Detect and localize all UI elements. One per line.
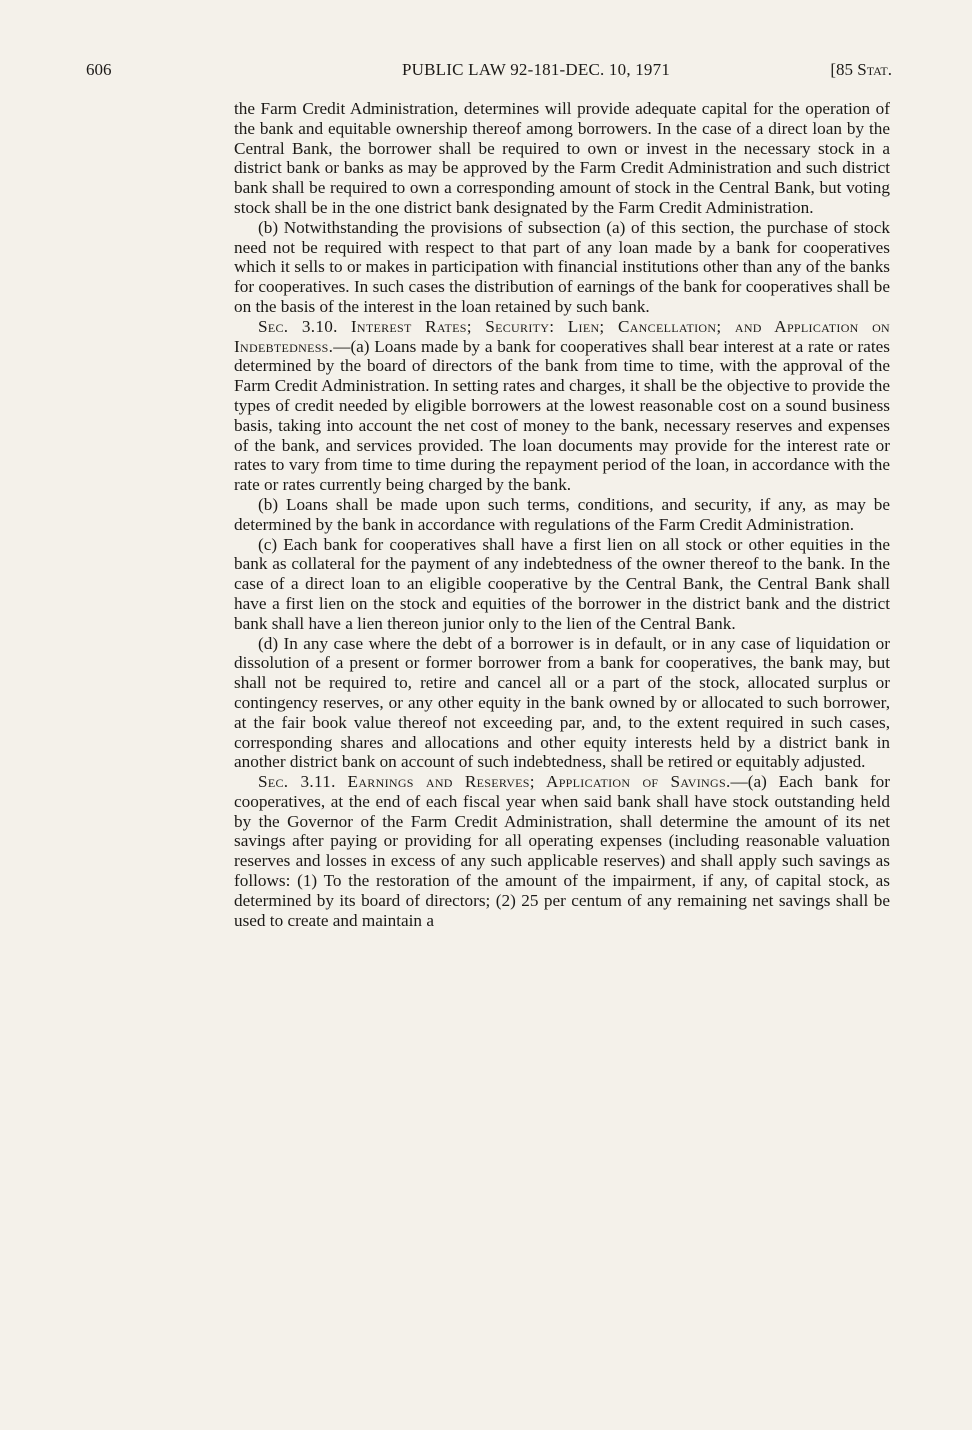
- statute-label: Stat.: [857, 60, 892, 79]
- body-text: [234, 99, 890, 930]
- section-3-11-subsection-a: [234, 772, 890, 930]
- running-title: PUBLIC LAW 92-181-DEC. 10, 1971: [402, 60, 671, 79]
- section-3-10-a-text: —(a) Loans made by a bank for cooperatives shall bear interest at a rate or rates determined by the board of directors of the bank from time to time, with the approval of the Farm Credit Administration. In setting rates and charges, it shall be the objective to provide the types of credit needed by eligible borrowers at the lowest reasonable cost on a sound business basis, taking into account the net cost of money to the bank, necessary reserves and expenses of the bank, and services provided. The loan documents may provide for the interest rate or rates to vary from time to time during the repayment period of the loan, in accordance with the rate or rates currently being charged by the bank.: [234, 336, 890, 495]
- page-number: 606: [86, 60, 112, 79]
- paragraph-continuation: the Farm Credit Administration, determines will provide adequate capital for the operation of the bank and equitable ownership thereof among borrowers. In the case of a direct loan by the Central Bank, the borrower shall be required to own or invest in the necessary stock in a district bank or banks as may be approved by the Farm Credit Administration and such district bank shall be required to own a corresponding amount of stock in the Central Bank, but voting stock shall be in the one district bank designated by the Farm Credit Administration.: [234, 99, 890, 217]
- section-3-10-subsection-a: [234, 317, 890, 495]
- section-3-10-subsection-b: (b) Loans shall be made upon such terms, conditions, and security, if any, as may be determined by the bank in accordance with regulations of the Farm Credit Administration.: [234, 494, 890, 534]
- page-header: [86, 58, 892, 82]
- statute-reference: [830, 58, 892, 82]
- statute-volume: [85: [830, 60, 858, 79]
- section-3-10-heading: Interest Rates; Security: Lien; Cancellation; and Application on Indebtedness.: [234, 316, 891, 356]
- section-3-10-subsection-d: (d) In any case where the debt of a borrower is in default, or in any case of liquidation or dissolution of a present or former borrower from a bank for cooperatives, the bank may, but shall not be required to, retire and cancel all or a part of the stock, allocated surplus or contingency reserves, or any other equity in the bank owned by or allocated to such borrower, at the fair book value thereof not exceeding par, and, to the extent required in such cases, corresponding shares and allocations and other equity interests held by a district bank in another district bank on account of such indebtedness, shall be retired or equitably adjusted.: [234, 633, 890, 772]
- paragraph-subsection-b: (b) Notwithstanding the provisions of subsection (a) of this section, the purchase of stock need not be required with respect to that part of any loan made by a bank for cooperatives which it sells to or makes in participation with financial institutions other than any of the banks for cooperatives. In such cases the distribution of earnings of the bank for cooperatives shall be on the basis of the interest in the loan retained by such bank.: [234, 217, 890, 316]
- section-3-11-a-text: —(a) Each bank for cooperatives, at the end of each fiscal year when said bank shall have stock outstanding held by the Governor of the Farm Credit Administration, shall determine the amount of its net savings after paying or providing for all operating expenses (including reasonable valuation reserves and losses in excess of any such applicable reserves) and shall apply such savings as follows: (1) To the restoration of the amount of the impairment, if any, of capital stock, as determined by its board of directors; (2) 25 per centum of any remaining net savings shall be used to create and maintain a: [234, 772, 890, 930]
- section-3-10-subsection-c: (c) Each bank for cooperatives shall have a first lien on all stock or other equities in the bank as collateral for the payment of any indebtedness of the owner thereof to the bank. In the case of a direct loan to an eligible cooperative by the Central Bank, the Central Bank shall have a first lien on the stock and equities of the borrower in the district bank and the district bank shall have a lien thereon junior only to the lien of the Central Bank.: [234, 534, 890, 633]
- section-3-10-number: Sec. 3.10.: [258, 316, 338, 336]
- section-3-11-number: Sec. 3.11.: [258, 772, 336, 792]
- section-3-11-heading: Earnings and Reserves; Application of Savings.: [347, 772, 731, 792]
